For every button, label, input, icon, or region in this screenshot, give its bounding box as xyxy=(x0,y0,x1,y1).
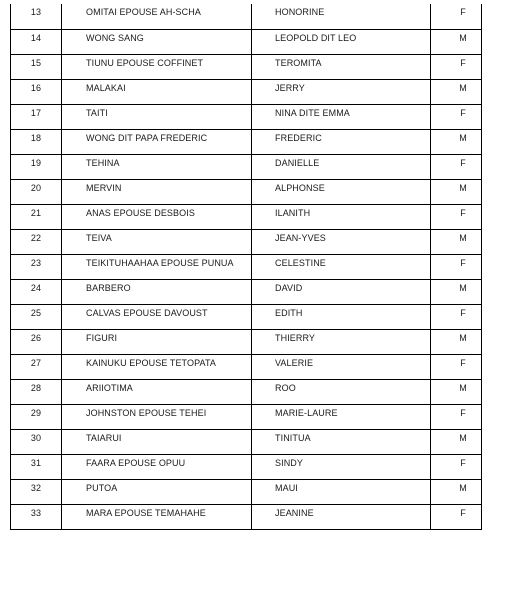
roster-table-body xyxy=(11,4,482,529)
last-name-cell: TEHINA xyxy=(62,154,252,179)
sex-cell: F xyxy=(431,104,482,129)
table-row xyxy=(11,254,482,279)
row-number-cell: 21 xyxy=(11,204,62,229)
first-name-cell: MARIE-LAURE xyxy=(252,404,431,429)
last-name-cell: TIUNU EPOUSE COFFINET xyxy=(62,54,252,79)
row-number-cell: 32 xyxy=(11,479,62,504)
table-row xyxy=(11,4,482,29)
row-number-cell: 14 xyxy=(11,29,62,54)
table-row xyxy=(11,54,482,79)
first-name-cell: VALERIE xyxy=(252,354,431,379)
first-name-cell: FREDERIC xyxy=(252,129,431,154)
table-row xyxy=(11,204,482,229)
first-name-cell: LEOPOLD DIT LEO xyxy=(252,29,431,54)
sex-cell: M xyxy=(431,379,482,404)
sex-cell: F xyxy=(431,504,482,529)
row-number-cell: 27 xyxy=(11,354,62,379)
table-row xyxy=(11,279,482,304)
table-row xyxy=(11,504,482,529)
sex-cell: M xyxy=(431,229,482,254)
first-name-cell: ILANITH xyxy=(252,204,431,229)
last-name-cell: TAIARUI xyxy=(62,429,252,454)
first-name-cell: EDITH xyxy=(252,304,431,329)
row-number-cell: 28 xyxy=(11,379,62,404)
table-row xyxy=(11,79,482,104)
table-row xyxy=(11,229,482,254)
row-number-cell: 25 xyxy=(11,304,62,329)
row-number-cell: 18 xyxy=(11,129,62,154)
first-name-cell: JEAN-YVES xyxy=(252,229,431,254)
last-name-cell: FAARA EPOUSE OPUU xyxy=(62,454,252,479)
sex-cell: F xyxy=(431,254,482,279)
first-name-cell: CELESTINE xyxy=(252,254,431,279)
first-name-cell: JERRY xyxy=(252,79,431,104)
last-name-cell: WONG SANG xyxy=(62,29,252,54)
table-row xyxy=(11,379,482,404)
row-number-cell: 29 xyxy=(11,404,62,429)
row-number-cell: 24 xyxy=(11,279,62,304)
row-number-cell: 33 xyxy=(11,504,62,529)
last-name-cell: KAINUKU EPOUSE TETOPATA xyxy=(62,354,252,379)
sex-cell: M xyxy=(431,279,482,304)
row-number-cell: 31 xyxy=(11,454,62,479)
table-row xyxy=(11,454,482,479)
last-name-cell: MERVIN xyxy=(62,179,252,204)
last-name-cell: JOHNSTON EPOUSE TEHEI xyxy=(62,404,252,429)
last-name-cell: ANAS EPOUSE DESBOIS xyxy=(62,204,252,229)
table-row xyxy=(11,329,482,354)
first-name-cell: SINDY xyxy=(252,454,431,479)
last-name-cell: TEIVA xyxy=(62,229,252,254)
first-name-cell: ALPHONSE xyxy=(252,179,431,204)
row-number-cell: 13 xyxy=(11,4,62,29)
sex-cell: M xyxy=(431,29,482,54)
row-number-cell: 15 xyxy=(11,54,62,79)
row-number-cell: 16 xyxy=(11,79,62,104)
last-name-cell: CALVAS EPOUSE DAVOUST xyxy=(62,304,252,329)
first-name-cell: NINA DITE EMMA xyxy=(252,104,431,129)
table-row xyxy=(11,104,482,129)
last-name-cell: OMITAI EPOUSE AH-SCHA xyxy=(62,4,252,29)
first-name-cell: MAUI xyxy=(252,479,431,504)
row-number-cell: 26 xyxy=(11,329,62,354)
table-row xyxy=(11,179,482,204)
last-name-cell: BARBERO xyxy=(62,279,252,304)
first-name-cell: HONORINE xyxy=(252,4,431,29)
row-number-cell: 19 xyxy=(11,154,62,179)
row-number-cell: 20 xyxy=(11,179,62,204)
sex-cell: M xyxy=(431,79,482,104)
last-name-cell: WONG DIT PAPA FREDERIC xyxy=(62,129,252,154)
sex-cell: F xyxy=(431,204,482,229)
sex-cell: F xyxy=(431,4,482,29)
table-row xyxy=(11,429,482,454)
sex-cell: F xyxy=(431,54,482,79)
sex-cell: F xyxy=(431,354,482,379)
first-name-cell: TINITUA xyxy=(252,429,431,454)
row-number-cell: 17 xyxy=(11,104,62,129)
sex-cell: F xyxy=(431,304,482,329)
sex-cell: F xyxy=(431,404,482,429)
first-name-cell: JEANINE xyxy=(252,504,431,529)
sex-cell: M xyxy=(431,179,482,204)
first-name-cell: TEROMITA xyxy=(252,54,431,79)
table-row xyxy=(11,404,482,429)
sex-cell: F xyxy=(431,454,482,479)
first-name-cell: ROO xyxy=(252,379,431,404)
last-name-cell: MALAKAI xyxy=(62,79,252,104)
table-row xyxy=(11,479,482,504)
table-row xyxy=(11,29,482,54)
last-name-cell: TEIKITUHAAHAA EPOUSE PUNUA xyxy=(62,254,252,279)
last-name-cell: ARIIOTIMA xyxy=(62,379,252,404)
last-name-cell: TAITI xyxy=(62,104,252,129)
sex-cell: F xyxy=(431,154,482,179)
sex-cell: M xyxy=(431,429,482,454)
roster-table xyxy=(10,4,482,530)
sex-cell: M xyxy=(431,329,482,354)
table-row xyxy=(11,154,482,179)
table-row xyxy=(11,304,482,329)
table-row xyxy=(11,129,482,154)
sex-cell: M xyxy=(431,129,482,154)
last-name-cell: FIGURI xyxy=(62,329,252,354)
first-name-cell: DANIELLE xyxy=(252,154,431,179)
sex-cell: M xyxy=(431,479,482,504)
row-number-cell: 23 xyxy=(11,254,62,279)
last-name-cell: PUTOA xyxy=(62,479,252,504)
row-number-cell: 22 xyxy=(11,229,62,254)
first-name-cell: THIERRY xyxy=(252,329,431,354)
first-name-cell: DAVID xyxy=(252,279,431,304)
table-row xyxy=(11,354,482,379)
last-name-cell: MARA EPOUSE TEMAHAHE xyxy=(62,504,252,529)
row-number-cell: 30 xyxy=(11,429,62,454)
